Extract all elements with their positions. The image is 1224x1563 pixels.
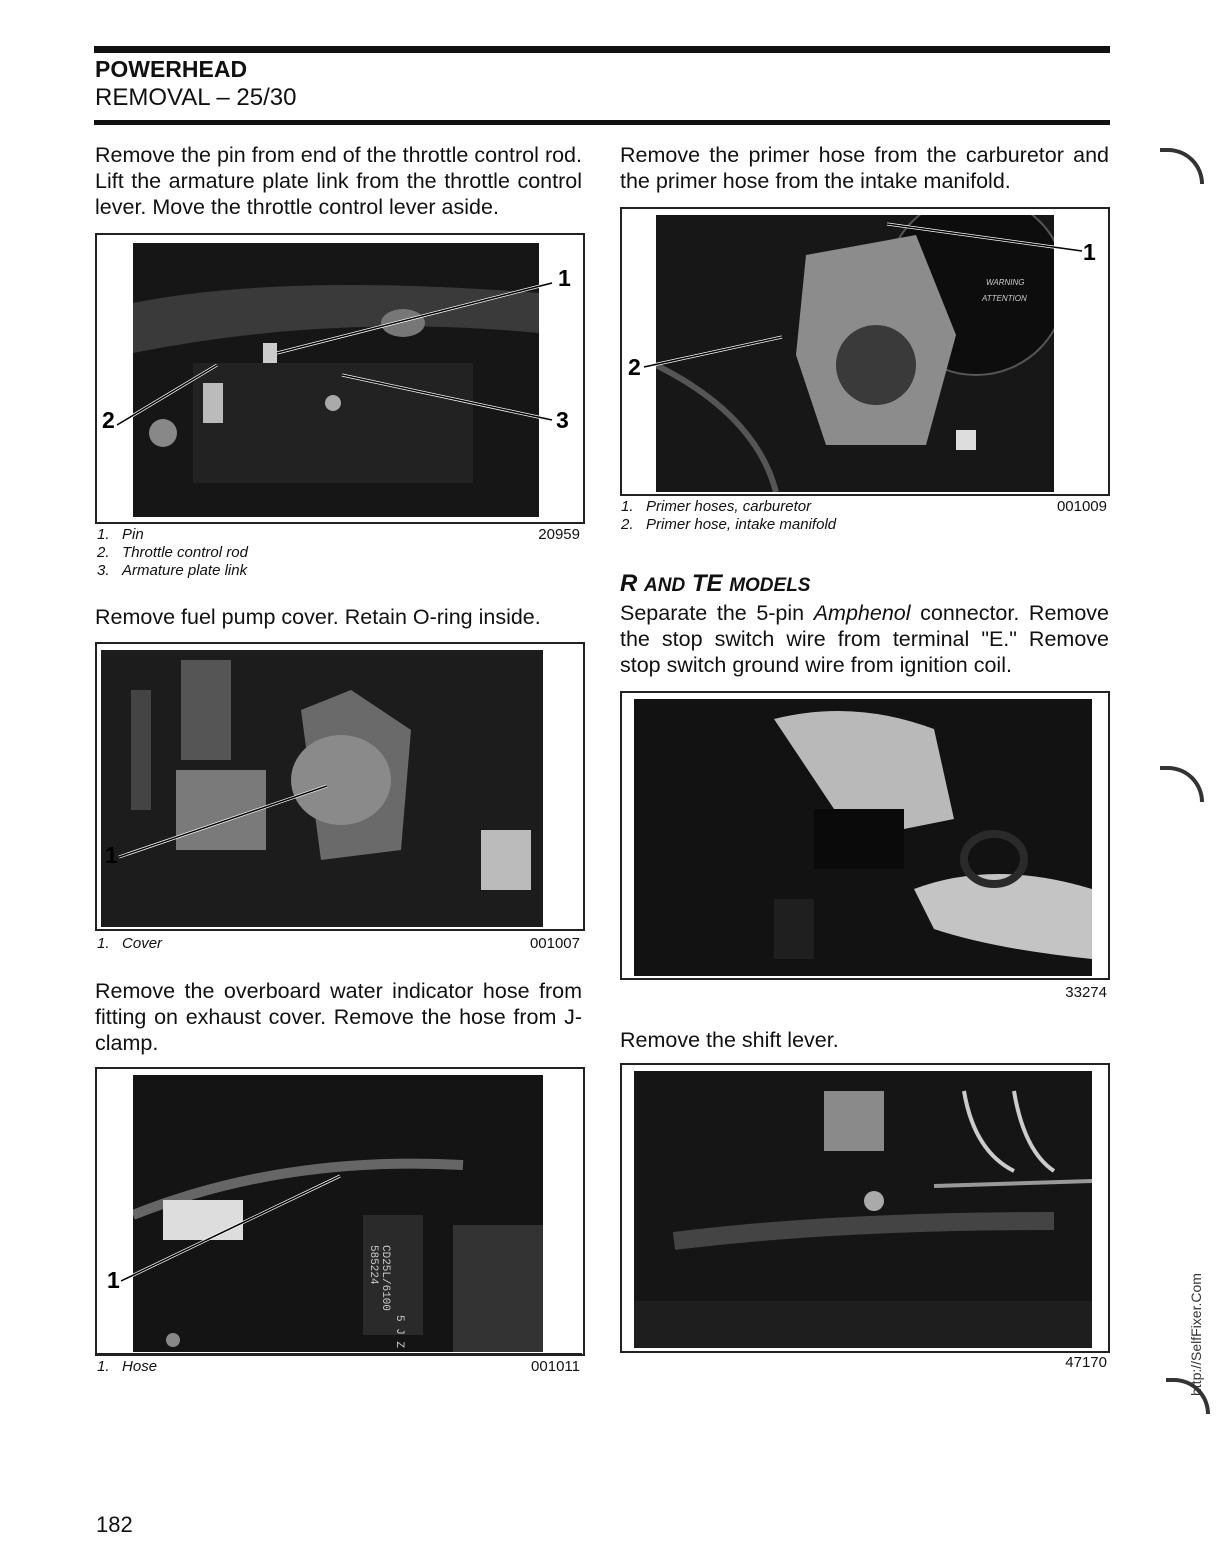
right-step-1: Remove the primer hose from the carburetor and the primer hose from the intake manifold.	[620, 143, 1109, 193]
legend-item: 1. Hose	[97, 1358, 158, 1375]
photo-label-warning: WARNING	[986, 278, 1025, 287]
subsection-title: REMOVAL – 25/30	[95, 84, 297, 111]
photo-shift-lever	[634, 1071, 1092, 1348]
figure-number: 001009	[1056, 498, 1107, 515]
callout-2: 2	[628, 354, 641, 380]
figure-fuel-pump	[95, 642, 585, 931]
caption-rule	[620, 494, 1109, 495]
figure-throttle-rod	[95, 233, 585, 524]
photo-connector-hands	[634, 699, 1092, 976]
figure-number: 33274	[1065, 984, 1107, 1001]
legend-item: 2. Primer hose, intake manifold	[621, 516, 837, 533]
figure-number: 001007	[529, 935, 580, 952]
figure-shift-lever	[620, 1063, 1110, 1353]
legend-item: 2. Throttle control rod	[97, 544, 248, 561]
figure-number: 001011	[531, 1358, 580, 1375]
legend-item: 1. Primer hoses, carburetor	[621, 498, 812, 515]
header-rule-bottom	[94, 120, 1110, 125]
legend-item: 1. Pin	[97, 526, 144, 543]
caption-rule	[620, 1351, 1109, 1352]
figure-number: 47170	[1065, 1354, 1107, 1371]
caption-rule	[620, 979, 1109, 980]
figure-primer-hoses	[620, 207, 1110, 496]
right-step-2: Separate the 5-pin Amphenol connector. Remove the stop switch wire from terminal "E." Remove stop switch ground wire from ignition coil.	[620, 601, 1109, 677]
callout-1: 1	[107, 1267, 120, 1293]
left-step-2: Remove fuel pump cover. Retain O-ring inside.	[95, 605, 541, 629]
callout-1: 1	[1083, 239, 1096, 265]
legend-item: 1. Cover	[97, 935, 163, 952]
page-number: 182	[96, 1512, 133, 1537]
figure-number: 20959	[538, 526, 580, 543]
figure-amphenol-connector	[620, 691, 1110, 980]
right-step-3: Remove the shift lever.	[620, 1028, 839, 1052]
photo-label-attention: ATTENTION	[982, 294, 1027, 303]
photo-label-model: CD25L/6100	[379, 1245, 391, 1312]
callout-2: 2	[102, 407, 115, 433]
caption-rule	[95, 929, 582, 930]
legend-item: 3. Armature plate link	[97, 562, 248, 579]
page-curl-mark	[1160, 148, 1204, 184]
callout-3: 3	[556, 407, 569, 433]
photo-label-serial: 585224	[367, 1245, 379, 1285]
callout-1: 1	[558, 265, 571, 291]
photo-label-code: 5 J Z	[393, 1315, 405, 1349]
page-curl-mark	[1160, 766, 1204, 802]
callout-1: 1	[105, 842, 118, 868]
caption-rule	[95, 1353, 582, 1354]
left-step-3: Remove the overboard water indicator hose from fitting on exhaust cover. Remove the hose from J-clamp.	[95, 979, 582, 1055]
left-step-1: Remove the pin from end of the throttle control rod. Lift the armature plate link from the throttle control lever. Move the throttle control lever aside.	[95, 143, 582, 219]
section-title: POWERHEAD	[95, 56, 248, 82]
models-heading: R AND TE MODELS	[620, 570, 811, 597]
watermark: http://SelfFixer.Com	[1188, 1273, 1204, 1396]
caption-rule	[95, 522, 582, 523]
header-rule-top	[94, 46, 1110, 53]
figure-water-hose	[95, 1067, 585, 1356]
